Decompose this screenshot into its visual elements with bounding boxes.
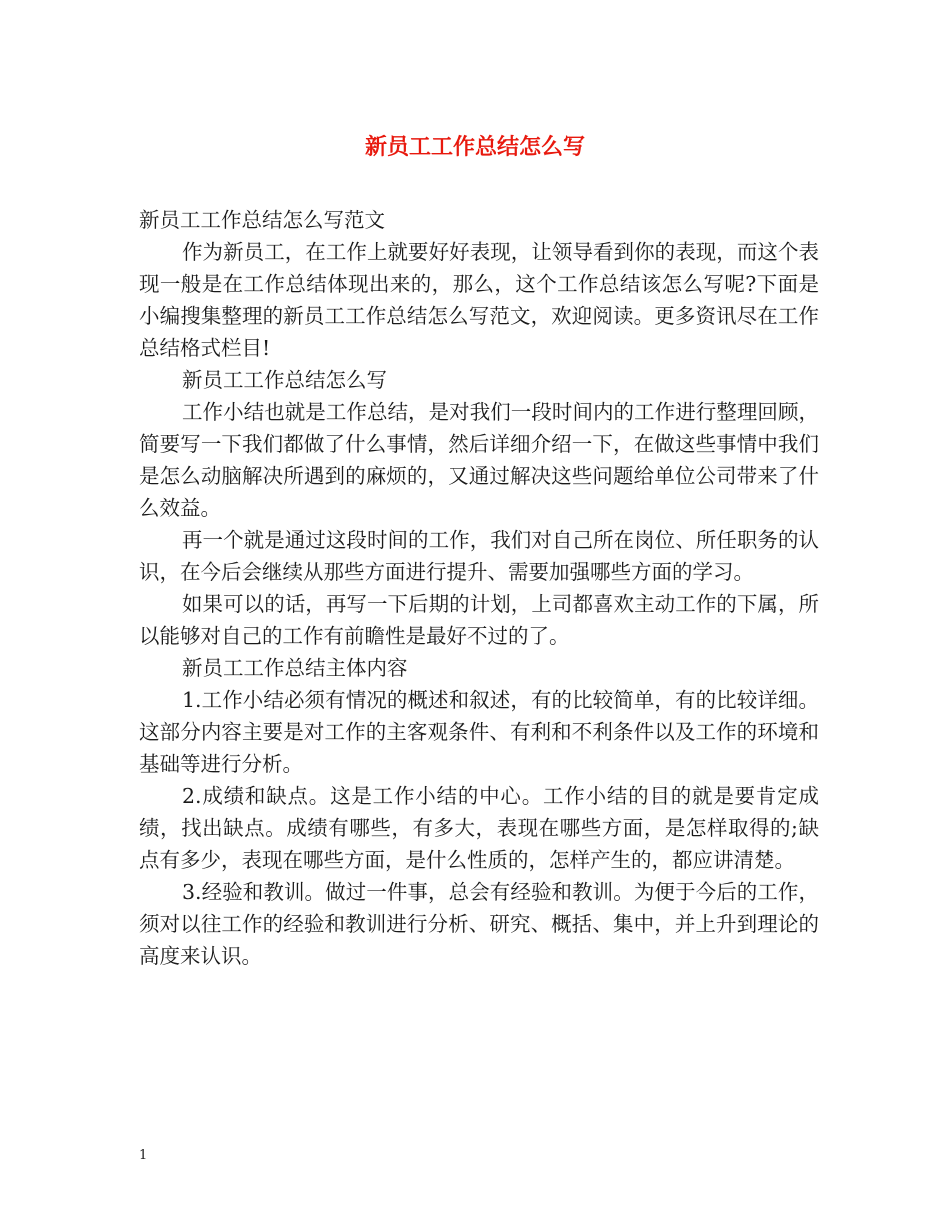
- document-body: [139, 204, 819, 972]
- paragraph-item-1: 1.工作小结必须有情况的概述和叙述，有的比较简单，有的比较详细。这部分内容主要是对工作的主客观条件、有利和不利条件以及工作的环境和基础等进行分析。: [139, 688, 819, 776]
- paragraph-subtitle: 新员工工作总结怎么写范文: [139, 208, 385, 232]
- page-number: 1: [139, 1148, 148, 1163]
- paragraph-heading-how-to: 新员工工作总结怎么写: [182, 368, 387, 392]
- paragraph-role-understanding: 再一个就是通过这段时间的工作，我们对自己所在岗位、所任职务的认识，在今后会继续从那些方面进行提升、需要加强哪些方面的学习。: [139, 528, 819, 584]
- paragraph-intro: 作为新员工，在工作上就要好好表现，让领导看到你的表现，而这个表现一般是在工作总结体现出来的，那么，这个工作总结该怎么写呢?下面是小编搜集整理的新员工工作总结怎么写范文，欢迎阅读。更多资讯尽在工作总结格式栏目!: [139, 240, 819, 360]
- paragraph-summary-definition: 工作小结也就是工作总结，是对我们一段时间内的工作进行整理回顾，简要写一下我们都做了什么事情，然后详细介绍一下，在做这些事情中我们是怎么动脑解决所遇到的麻烦的，又通过解决这些问题给单位公司带来了什么效益。: [139, 400, 819, 520]
- paragraph-future-plan: 如果可以的话，再写一下后期的计划，上司都喜欢主动工作的下属，所以能够对自己的工作有前瞻性是最好不过的了。: [139, 592, 819, 648]
- paragraph-item-2: 2.成绩和缺点。这是工作小结的中心。工作小结的目的就是要肯定成绩，找出缺点。成绩有哪些，有多大，表现在哪些方面，是怎样取得的;缺点有多少，表现在哪些方面，是什么性质的，怎样产生的，都应讲清楚。: [139, 784, 819, 872]
- document-title: 新员工工作总结怎么写: [364, 134, 585, 160]
- paragraph-heading-main-content: 新员工工作总结主体内容: [182, 656, 408, 680]
- paragraph-item-3: 3.经验和教训。做过一件事，总会有经验和教训。为便于今后的工作，须对以往工作的经验和教训进行分析、研究、概括、集中，并上升到理论的高度来认识。: [139, 880, 819, 968]
